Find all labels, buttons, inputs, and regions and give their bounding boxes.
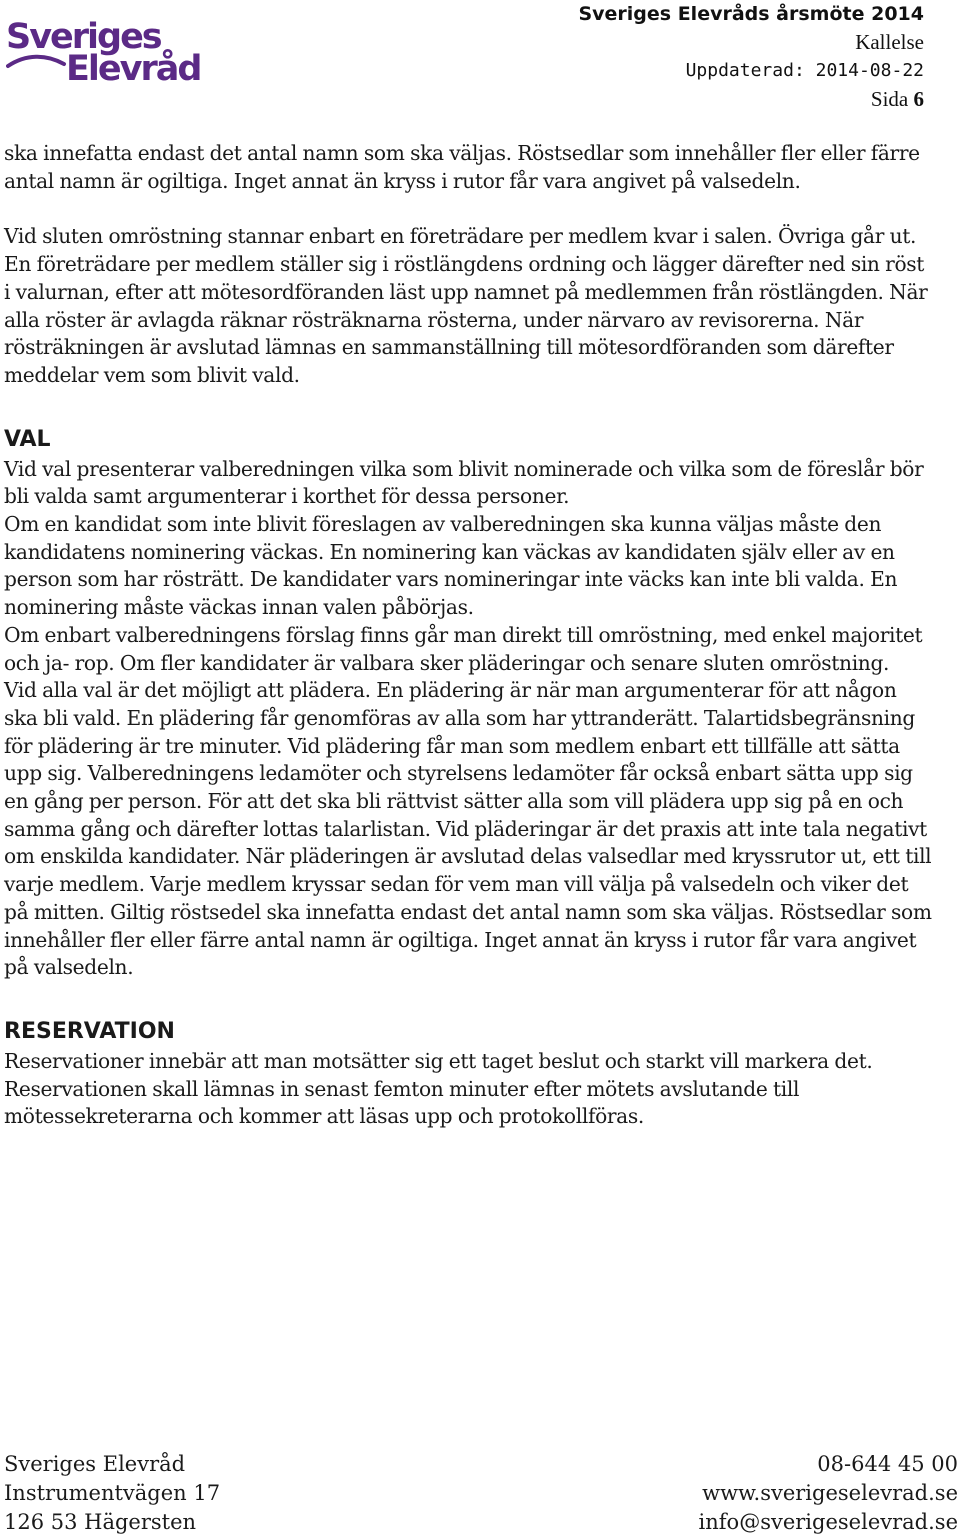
val-paragraph-2: Om en kandidat som inte blivit föreslagen av valberedningen ska kunna väljas måste den kandidatens nominering väckas. En nominering kan väckas av kandidaten själv eller av en person som har rösträtt. De kandidater vars nomineringar inte väcks kan inte bli valda. En nominering måste väckas innan valen påbörjas. <box>4 512 898 620</box>
intro-continuation-paragraph: ska innefatta endast det antal namn som ska väljas. Röstsedlar som innehåller fler eller färre antal namn är ogiltiga. Inget annat än kryss i rutor får vara angivet på valsedeln. <box>4 141 920 193</box>
logo-swoosh <box>8 57 64 66</box>
page-indicator <box>578 85 924 114</box>
footer-org-name: Sveriges Elevråd <box>4 1452 186 1476</box>
footer-street: Instrumentvägen 17 <box>4 1481 221 1505</box>
secret-ballot-paragraph: Vid sluten omröstning stannar enbart en företrädare per medlem kvar i salen. Övriga går ut. En företrädare per medlem ställer sig i röstlängdens ordning och lägger därefter ned sin röst i valurnan, efter att mötesordföranden läst upp namnet på medlemmen från röstlängden. När alla röster är avlagda räknar rösträknarna rösterna, under närvaro av revisorerna. När rösträkningen är avslutad lämnas en sammanställning till mötesordföranden som därefter meddelar vem som blivit vald. <box>4 224 928 387</box>
footer-address <box>4 1450 220 1537</box>
logo-mark <box>6 14 211 86</box>
document-type: Kallelse <box>855 30 924 54</box>
val-paragraph-1: Vid val presenterar valberedningen vilka som blivit nominerade och vilka som de föreslår bör bli valda samt argumenterar i korthet för dessa personer. <box>4 456 924 509</box>
updated-date: Uppdaterad: 2014-08-22 <box>685 59 924 81</box>
section-heading-val: VAL <box>4 426 51 452</box>
footer-contact <box>699 1450 958 1537</box>
page-label: Sida <box>870 87 909 111</box>
sveriges-elevrad-logo <box>6 14 211 86</box>
reservation-paragraph: Reservationer innebär att man motsätter sig ett taget beslut och starkt vill markera det. Reservationen skall lämnas in senast femton minuter efter mötets avslutande till mötessekreterarna och kommer att läsas upp och protokollföras. <box>4 1048 873 1129</box>
document-header <box>578 0 924 114</box>
val-paragraph-3: Om enbart valberedningens förslag finns går man direkt till omröstning, med enkel majoritet och ja- rop. Om fler kandidater är valbara sker pläderingar och senare sluten omröstning. <box>4 622 923 675</box>
page-number: 6 <box>913 87 924 111</box>
footer-phone: 08-644 45 00 <box>817 1452 958 1476</box>
logo-wordmark-line2: Elevråd <box>66 49 201 86</box>
document-body <box>4 140 934 1131</box>
event-title: Sveriges Elevråds årsmöte 2014 <box>578 3 924 25</box>
footer-email-link[interactable]: info@sverigeselevrad.se <box>698 1510 958 1534</box>
footer-postal: 126 53 Hägersten <box>4 1510 197 1534</box>
document-footer <box>4 1450 958 1537</box>
section-heading-reservation: RESERVATION <box>4 1018 175 1044</box>
footer-website-link[interactable]: www.sverigeselevrad.se <box>702 1481 958 1505</box>
val-paragraph-4: Vid alla val är det möjligt att plädera. En plädering är när man argumenterar för att någon ska bli vald. En plädering får genomföras av alla som har yttranderätt. Talartidsbegränsning för plädering är tre minuter. Vid plädering får man som medlem enbart ett tillfälle att sätta upp sig. Valberedningens ledamöter och styrelsens ledamöter får också enbart sätta upp sig en gång per person. För att det ska bli rättvist sätter alla som vill plädera upp sig på en och samma gång och därefter lottas talarlistan. Vid pläderingar är det praxis att inte tala negativt om enskilda kandidater. När pläderingen är avslutad delas valsedlar med kryssrutor ut, ett till varje medlem. Varje medlem kryssar sedan för vem man vill välja på valsedeln och viker det på mitten. Giltig röstsedel ska innefatta endast det antal namn som ska väljas. Röstsedlar som innehåller fler eller färre antal namn är ogiltiga. Inget annat än kryss i rutor får vara angivet på valsedeln. <box>4 678 932 980</box>
logo-wordmark-line1: Sveriges <box>6 17 161 57</box>
